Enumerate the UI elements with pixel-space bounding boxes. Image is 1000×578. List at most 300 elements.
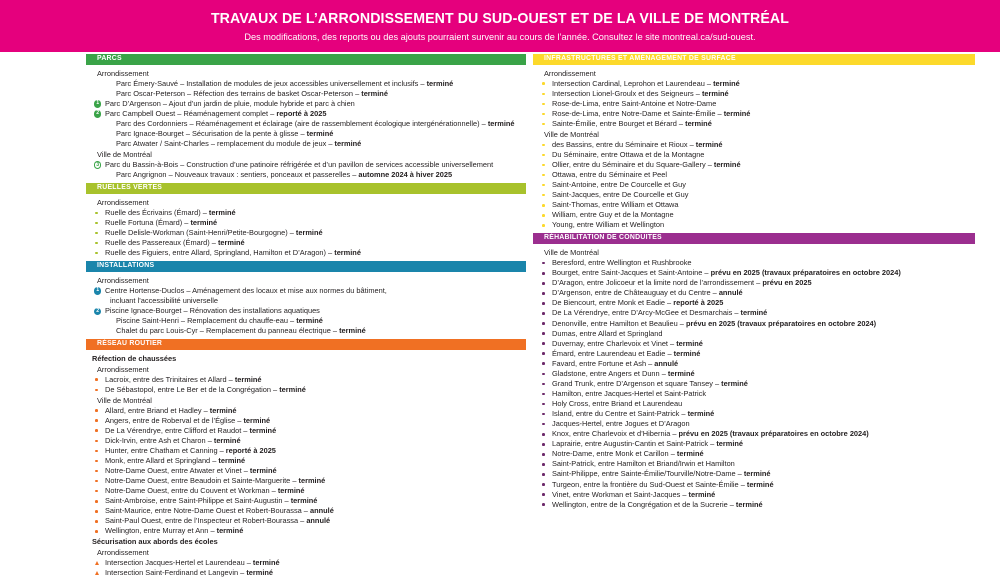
list-item bbox=[89, 306, 526, 316]
marker bbox=[541, 140, 552, 146]
bullet-icon bbox=[95, 480, 98, 483]
bullet-icon bbox=[95, 409, 98, 412]
marker bbox=[94, 238, 105, 244]
marker bbox=[541, 258, 552, 264]
group-label-arrondissement: Arrondissement bbox=[97, 198, 149, 208]
list-item-text: Centre Hortense-Duclos – Aménagement des locaux et mise aux normes du bâtiment, bbox=[105, 285, 387, 295]
status-badge: terminé bbox=[339, 326, 366, 336]
list-item bbox=[536, 140, 975, 150]
section-body bbox=[533, 65, 975, 230]
list-item bbox=[536, 160, 975, 170]
list-item bbox=[89, 416, 526, 426]
bullet-icon bbox=[542, 272, 545, 275]
marker bbox=[94, 436, 105, 442]
marker bbox=[94, 446, 105, 452]
list-item-text: Jacques-Hertel, entre Jogues et D’Aragon bbox=[552, 419, 690, 429]
status-badge: terminé bbox=[217, 238, 245, 248]
list-item-text: Piscine Ignace-Bourget – Rénovation des installations aquatiques bbox=[105, 306, 320, 316]
numbered-marker-3: 3 bbox=[94, 161, 101, 168]
list-item-text: Notre-Dame Ouest, entre Atwater et Vinet – terminé bbox=[105, 466, 277, 476]
status-badge: terminé bbox=[243, 415, 271, 425]
list-item bbox=[89, 375, 526, 385]
bullet-icon bbox=[95, 232, 98, 235]
bullet-icon bbox=[542, 204, 545, 207]
bullet-icon bbox=[542, 342, 545, 345]
list-item-text: des Bassins, entre du Séminaire et Rioux – terminé bbox=[552, 139, 723, 149]
marker bbox=[94, 506, 105, 512]
list-item bbox=[89, 326, 526, 336]
marker bbox=[541, 220, 552, 226]
marker bbox=[94, 558, 105, 565]
list-item bbox=[536, 369, 975, 379]
marker bbox=[94, 496, 105, 502]
list-item bbox=[536, 379, 975, 389]
list-item bbox=[536, 99, 975, 109]
content-columns bbox=[0, 52, 1000, 578]
section-reseau-routier bbox=[86, 339, 526, 578]
section-header-ruelles-vertes bbox=[86, 183, 526, 194]
no-marker bbox=[105, 316, 116, 317]
list-item-text: Saint-Maurice, entre Notre-Dame Ouest et Robert-Bourassa – annulé bbox=[105, 506, 334, 516]
status-badge: terminé bbox=[743, 469, 771, 479]
status-badge: terminé bbox=[190, 217, 218, 227]
bullet-icon bbox=[95, 252, 98, 255]
marker bbox=[94, 466, 105, 472]
list-item bbox=[536, 429, 975, 439]
status-badge: terminé bbox=[695, 139, 723, 149]
section-installations bbox=[86, 261, 526, 336]
list-item-text: Notre-Dame Ouest, entre Beaudoin et Sainte-Marguerite – terminé bbox=[105, 476, 326, 486]
bullet-icon bbox=[542, 503, 545, 506]
list-item bbox=[89, 526, 526, 536]
marker bbox=[541, 180, 552, 186]
list-item bbox=[89, 476, 526, 486]
numbered-marker-1: 1 bbox=[94, 100, 101, 107]
section-title: INFRASTRUCTURES ET AMÉNAGEMENT DE SURFACE bbox=[544, 55, 736, 63]
list-item-text: Bourget, entre Saint-Jacques et Saint-Antoine – prévu en 2025 (travaux préparatoires en octobre 2024) bbox=[552, 268, 901, 278]
bullet-icon bbox=[542, 463, 545, 466]
list-item bbox=[89, 516, 526, 526]
list-item-text: Wellington, entre Murray et Ann – terminé bbox=[105, 526, 244, 536]
section-rehabilitation-de-conduites bbox=[533, 233, 975, 509]
status-badge: terminé bbox=[361, 88, 388, 98]
bullet-icon bbox=[542, 224, 545, 227]
group-label-arrondissement: Arrondissement bbox=[97, 548, 149, 558]
list-item-text: William, entre Guy et de la Montagne bbox=[552, 210, 674, 220]
list-item-text: Hamilton, entre Jacques-Hertel et Saint-Patrick bbox=[552, 388, 707, 398]
list-item-text: Ottawa, entre du Séminaire et Peel bbox=[552, 170, 668, 180]
list-item-text: Saint-Jacques, entre De Courcelle et Guy bbox=[552, 190, 689, 200]
marker bbox=[541, 79, 552, 85]
status-badge: terminé bbox=[246, 568, 274, 578]
no-marker bbox=[105, 129, 116, 130]
list-item bbox=[89, 129, 526, 139]
group-label-arrondissement: Arrondissement bbox=[97, 365, 149, 375]
marker bbox=[94, 406, 105, 412]
marker bbox=[94, 416, 105, 422]
list-item-text: De La Vérendrye, entre Clifford et Raudot – terminé bbox=[105, 425, 277, 435]
list-item-text: Saint-Patrick, entre Hamilton et Briand/Irwin et Hamilton bbox=[552, 459, 735, 469]
marker bbox=[541, 150, 552, 156]
marker bbox=[541, 379, 552, 385]
page-banner bbox=[0, 0, 1000, 52]
list-item-text: Favard, entre Fortune et Ash – annulé bbox=[552, 358, 679, 368]
marker bbox=[541, 170, 552, 176]
status-badge: terminé bbox=[218, 455, 246, 465]
list-item bbox=[89, 466, 526, 476]
bullet-icon bbox=[542, 113, 545, 116]
marker bbox=[541, 278, 552, 284]
list-item bbox=[536, 180, 975, 190]
status-badge: terminé bbox=[688, 489, 716, 499]
list-item-text: De Sébastopol, entre Le Ber et de la Congrégation – terminé bbox=[105, 384, 306, 394]
bullet-icon bbox=[95, 222, 98, 225]
status-badge: terminé bbox=[298, 476, 326, 486]
marker bbox=[541, 449, 552, 455]
list-item bbox=[89, 316, 526, 326]
section-infrastructures-et-amenagement-de-surface bbox=[533, 54, 975, 230]
marker bbox=[94, 385, 105, 391]
marker bbox=[94, 568, 105, 575]
status-badge: terminé bbox=[208, 207, 236, 217]
bullet-icon bbox=[95, 242, 98, 245]
list-item bbox=[89, 99, 526, 109]
list-item bbox=[89, 506, 526, 516]
status-badge: terminé bbox=[249, 466, 277, 476]
status-badge: terminé bbox=[234, 374, 262, 384]
marker bbox=[94, 160, 105, 169]
list-item-text: Parc D’Argenson – Ajout d’un jardin de pluie, module hybride et parc à chien bbox=[105, 98, 355, 108]
section-parcs bbox=[86, 54, 526, 180]
list-item bbox=[89, 486, 526, 496]
list-item-text: Parc Atwater / Saint-Charles – remplacement du module de jeux – terminé bbox=[116, 139, 362, 149]
status-badge: terminé bbox=[290, 496, 318, 506]
status-badge: terminé bbox=[213, 435, 241, 445]
bullet-icon bbox=[95, 460, 98, 463]
list-item bbox=[89, 558, 526, 568]
list-item bbox=[536, 480, 975, 490]
status-badge: terminé bbox=[334, 139, 362, 149]
list-item-text: Beresford, entre Wellington et Rushbrooke bbox=[552, 258, 692, 268]
list-item-text: Hunter, entre Chatham et Canning – reporté à 2025 bbox=[105, 445, 276, 455]
status-badge: terminé bbox=[701, 88, 729, 98]
list-item bbox=[536, 399, 975, 409]
list-item bbox=[536, 389, 975, 399]
list-item bbox=[89, 426, 526, 436]
list-item bbox=[536, 469, 975, 479]
list-item-text: Notre-Dame, entre Monk et Carillon – terminé bbox=[552, 449, 704, 459]
marker bbox=[541, 89, 552, 95]
list-item-text: Wellington, entre de la Congrégation et de la Sucrerie – terminé bbox=[552, 499, 763, 509]
no-marker bbox=[105, 170, 116, 171]
group-label-arrondissement: Arrondissement bbox=[97, 69, 149, 78]
status-badge: terminé bbox=[687, 409, 715, 419]
list-item-text: Rose-de-Lima, entre Notre-Dame et Sainte-Émilie – terminé bbox=[552, 108, 751, 118]
marker bbox=[94, 248, 105, 254]
list-item-text: Saint-Philippe, entre Sainte-Émilie/Tourville/Notre-Dame – terminé bbox=[552, 469, 771, 479]
status-badge: terminé bbox=[721, 378, 748, 388]
list-item-text: Intersection Saint-Ferdinand et Langevin – terminé bbox=[105, 568, 274, 578]
list-item-text: Intersection Jacques-Hertel et Laurendeau – terminé bbox=[105, 558, 280, 568]
list-item-text: Saint-Antoine, entre De Courcelle et Guy bbox=[552, 180, 686, 190]
status-badge: terminé bbox=[252, 558, 280, 568]
marker bbox=[541, 200, 552, 206]
bullet-icon bbox=[95, 490, 98, 493]
list-item bbox=[536, 288, 975, 298]
list-item bbox=[89, 248, 526, 258]
page-subtitle: Des modifications, des reports ou des ajouts pourraient survenir au cours de l’année. Consultez le site montreal.ca/sud-ouest. bbox=[244, 31, 756, 42]
list-item bbox=[89, 496, 526, 506]
section-title: RÉHABILITATION DE CONDUITES bbox=[544, 234, 662, 242]
section-header-rehabilitation-de-conduites bbox=[533, 233, 975, 244]
bullet-icon bbox=[542, 453, 545, 456]
list-item-text: Grand Trunk, entre D’Argenson et square Tansey – terminé bbox=[552, 378, 748, 388]
list-item-text: Lacroix, entre des Trinitaires et Allard – terminé bbox=[105, 374, 262, 384]
marker bbox=[94, 426, 105, 432]
list-item-text: Intersection Cardinal, Leprohon et Laurendeau – terminé bbox=[552, 78, 740, 88]
marker bbox=[541, 409, 552, 415]
section-body bbox=[533, 244, 975, 509]
bullet-icon bbox=[542, 403, 545, 406]
bullet-icon bbox=[542, 154, 545, 157]
subsection-title-securisation-aux-abords-des-ecoles: Sécurisation aux abords des écoles bbox=[92, 537, 218, 547]
section-header-parcs bbox=[86, 54, 526, 65]
marker bbox=[94, 208, 105, 214]
list-item bbox=[536, 339, 975, 349]
status-badge: terminé bbox=[740, 308, 768, 318]
list-item-text: Du Séminaire, entre Ottawa et de la Montagne bbox=[552, 149, 705, 159]
status-badge: prévu en 2025 (travaux préparatoires en octobre 2024) bbox=[678, 429, 869, 439]
list-item-text: Ruelle Fortuna (Émard) – terminé bbox=[105, 217, 218, 227]
list-item bbox=[89, 385, 526, 395]
list-item bbox=[536, 268, 975, 278]
marker bbox=[541, 329, 552, 335]
list-item bbox=[536, 490, 975, 500]
bullet-icon bbox=[542, 194, 545, 197]
status-badge: terminé bbox=[296, 316, 323, 326]
marker bbox=[541, 490, 552, 496]
list-item bbox=[89, 79, 526, 89]
bullet-icon bbox=[95, 520, 98, 523]
list-item bbox=[89, 406, 526, 416]
list-item bbox=[89, 568, 526, 578]
numbered-marker-2: 2 bbox=[94, 308, 101, 315]
numbered-marker-2: 2 bbox=[94, 110, 101, 117]
marker bbox=[541, 429, 552, 435]
status-badge: annulé bbox=[654, 358, 679, 368]
bullet-icon bbox=[95, 378, 98, 381]
list-item bbox=[89, 170, 526, 180]
list-item bbox=[89, 456, 526, 466]
status-badge: prévu en 2025 (travaux préparatoires en octobre 2024) bbox=[710, 268, 901, 278]
marker bbox=[94, 526, 105, 532]
list-item bbox=[536, 449, 975, 459]
status-badge: terminé bbox=[209, 405, 237, 415]
list-item-text: Island, entre du Centre et Saint-Patrick – terminé bbox=[552, 409, 715, 419]
list-item bbox=[89, 119, 526, 129]
bullet-icon bbox=[542, 93, 545, 96]
list-item-text: Parc Ignace-Bourget – Sécurisation de la pente à glisse – terminé bbox=[116, 129, 334, 139]
group-label-arrondissement: Arrondissement bbox=[544, 69, 596, 78]
list-item-text: Young, entre William et Wellington bbox=[552, 220, 665, 230]
status-badge: terminé bbox=[426, 78, 454, 88]
numbered-marker-1: 1 bbox=[94, 287, 101, 294]
status-badge: terminé bbox=[716, 439, 744, 449]
list-item-text: Piscine Saint-Henri – Remplacement du chauffe-eau – terminé bbox=[116, 316, 323, 326]
section-header-infrastructures-et-amenagement-de-surface bbox=[533, 54, 975, 65]
status-badge: reporté à 2025 bbox=[276, 108, 327, 118]
marker bbox=[94, 218, 105, 224]
list-item bbox=[536, 459, 975, 469]
list-item bbox=[536, 170, 975, 180]
list-item bbox=[89, 139, 526, 149]
marker bbox=[541, 339, 552, 345]
list-item bbox=[536, 329, 975, 339]
list-item bbox=[536, 319, 975, 329]
list-item-text: Rose-de-Lima, entre Saint-Antoine et Notre-Dame bbox=[552, 98, 717, 108]
list-item bbox=[89, 208, 526, 218]
left-column bbox=[86, 52, 526, 578]
list-item-text: Chalet du parc Louis-Cyr – Remplacement du panneau électrique – terminé bbox=[116, 326, 366, 336]
status-badge: terminé bbox=[667, 368, 695, 378]
list-item-text: Saint-Ambroise, entre Saint-Philippe et Saint-Augustin – terminé bbox=[105, 496, 318, 506]
list-item-text: Turgeon, entre la frontière du Sud-Ouest et Sainte-Émilie – terminé bbox=[552, 479, 774, 489]
list-item-text: Saint-Paul Ouest, entre de l’Inspecteur et Robert-Bourassa – annulé bbox=[105, 516, 331, 526]
status-badge: terminé bbox=[295, 227, 323, 237]
group-label-ville-de-montreal: Ville de Montréal bbox=[97, 150, 152, 160]
status-badge: terminé bbox=[306, 129, 334, 139]
bullet-icon bbox=[542, 312, 545, 315]
list-item-text: De La Vérendrye, entre D’Arcy-McGee et Desmarchais – terminé bbox=[552, 308, 768, 318]
status-badge: terminé bbox=[249, 425, 277, 435]
no-marker bbox=[105, 119, 116, 120]
bullet-icon bbox=[542, 322, 545, 325]
list-item-text: Notre-Dame Ouest, entre du Couvent et Workman – terminé bbox=[105, 486, 305, 496]
marker bbox=[541, 308, 552, 314]
group-label-ville-de-montreal: Ville de Montréal bbox=[544, 130, 599, 140]
list-item-text: Laprairie, entre Augustin-Cantin et Saint-Patrick – terminé bbox=[552, 439, 744, 449]
list-item bbox=[536, 190, 975, 200]
marker bbox=[541, 119, 552, 125]
bullet-icon bbox=[95, 389, 98, 392]
triangle-bullet-icon bbox=[95, 561, 99, 565]
list-item-text: Dick-Irvin, entre Ash et Charon – terminé bbox=[105, 435, 241, 445]
list-item-text: Duvernay, entre Charlevoix et Vinet – terminé bbox=[552, 338, 703, 348]
bullet-icon bbox=[542, 373, 545, 376]
list-item bbox=[89, 446, 526, 456]
marker bbox=[541, 359, 552, 365]
status-badge: reporté à 2025 bbox=[225, 445, 276, 455]
marker bbox=[541, 109, 552, 115]
list-item bbox=[536, 150, 975, 160]
list-item bbox=[536, 119, 975, 129]
bullet-icon bbox=[95, 212, 98, 215]
list-item bbox=[89, 218, 526, 228]
list-item bbox=[536, 349, 975, 359]
list-item-text: Parc Oscar-Peterson – Réfection des terrains de basket Oscar-Peterson – terminé bbox=[116, 88, 388, 98]
list-item-text: Vinet, entre Workman et Saint-Jacques – terminé bbox=[552, 489, 716, 499]
list-item-text: Intersection Lionel-Groulx et des Seigneurs – terminé bbox=[552, 88, 729, 98]
bullet-icon bbox=[95, 470, 98, 473]
bullet-icon bbox=[542, 302, 545, 305]
list-item-text: D’Argenson, entre de Châteauguay et du Centre – annulé bbox=[552, 288, 743, 298]
list-item-text: Denonville, entre Hamilton et Beaulieu – prévu en 2025 (travaux préparatoires en octobre 2024) bbox=[552, 318, 877, 328]
marker bbox=[541, 298, 552, 304]
status-badge: automne 2024 à hiver 2025 bbox=[358, 170, 453, 180]
page-title: TRAVAUX DE L’ARRONDISSEMENT DU SUD-OUEST ET DE LA VILLE DE MONTRÉAL bbox=[211, 10, 789, 27]
bullet-icon bbox=[95, 419, 98, 422]
list-item-text: Ruelle des Écrivains (Émard) – terminé bbox=[105, 207, 236, 217]
bullet-icon bbox=[95, 530, 98, 533]
list-item-text: Saint-Thomas, entre William et Ottawa bbox=[552, 200, 679, 210]
status-badge: terminé bbox=[723, 108, 751, 118]
status-badge: terminé bbox=[487, 119, 515, 129]
marker bbox=[94, 228, 105, 234]
bullet-icon bbox=[542, 383, 545, 386]
section-title: INSTALLATIONS bbox=[97, 262, 155, 270]
status-badge: terminé bbox=[685, 119, 712, 129]
list-item-text: Parc Émery-Sauvé – Installation de modules de jeux accessibles universellement et inclusifs – terminé bbox=[116, 78, 454, 88]
list-item bbox=[89, 286, 526, 296]
marker bbox=[541, 480, 552, 486]
marker bbox=[541, 439, 552, 445]
list-item bbox=[536, 308, 975, 318]
list-item-text: Parc des Cordonniers – Réaménagement et éclairage (aire de rassemblement écologique intergénérationnelle) – terminé bbox=[116, 119, 515, 129]
list-item bbox=[89, 89, 526, 99]
list-item-text: Ruelle des Passereaux (Émard) – terminé bbox=[105, 238, 245, 248]
list-item bbox=[536, 89, 975, 99]
status-badge: terminé bbox=[279, 384, 306, 394]
section-body bbox=[86, 272, 526, 336]
status-badge: annulé bbox=[309, 506, 334, 516]
list-item-text: Ruelle Delisle-Workman (Saint-Henri/Petite-Bourgogne) – terminé bbox=[105, 227, 323, 237]
section-header-reseau-routier bbox=[86, 339, 526, 350]
status-badge: terminé bbox=[277, 486, 305, 496]
bullet-icon bbox=[542, 214, 545, 217]
marker bbox=[541, 349, 552, 355]
marker bbox=[541, 389, 552, 395]
list-item bbox=[536, 500, 975, 510]
marker bbox=[541, 500, 552, 506]
status-badge: reporté à 2025 bbox=[673, 298, 724, 308]
bullet-icon bbox=[95, 440, 98, 443]
bullet-icon bbox=[542, 292, 545, 295]
section-body bbox=[86, 65, 526, 180]
list-item bbox=[536, 359, 975, 369]
marker bbox=[94, 476, 105, 482]
marker bbox=[94, 99, 105, 108]
bullet-icon bbox=[542, 164, 545, 167]
section-title: RUELLES VERTES bbox=[97, 184, 163, 192]
bullet-icon bbox=[542, 332, 545, 335]
list-item-text: Parc du Bassin-à-Bois – Construction d’une patinoire réfrigérée et d’un pavillon de services accessible universellement bbox=[105, 159, 494, 169]
bullet-icon bbox=[542, 174, 545, 177]
list-item bbox=[536, 419, 975, 429]
marker bbox=[541, 268, 552, 274]
bullet-icon bbox=[542, 103, 545, 106]
bullet-icon bbox=[542, 282, 545, 285]
no-marker bbox=[105, 326, 116, 327]
list-item-text: Angers, entre de Roberval et de l’Église – terminé bbox=[105, 415, 271, 425]
bullet-icon bbox=[542, 483, 545, 486]
bullet-icon bbox=[95, 500, 98, 503]
list-item-text: Monk, entre Allard et Springland – terminé bbox=[105, 455, 246, 465]
list-item-text: De Biencourt, entre Monk et Eadie – reporté à 2025 bbox=[552, 298, 724, 308]
list-item bbox=[89, 109, 526, 119]
list-item bbox=[536, 278, 975, 288]
subsection-title-refection-de-chaussees: Réfection de chaussées bbox=[92, 354, 177, 364]
list-item bbox=[536, 210, 975, 220]
